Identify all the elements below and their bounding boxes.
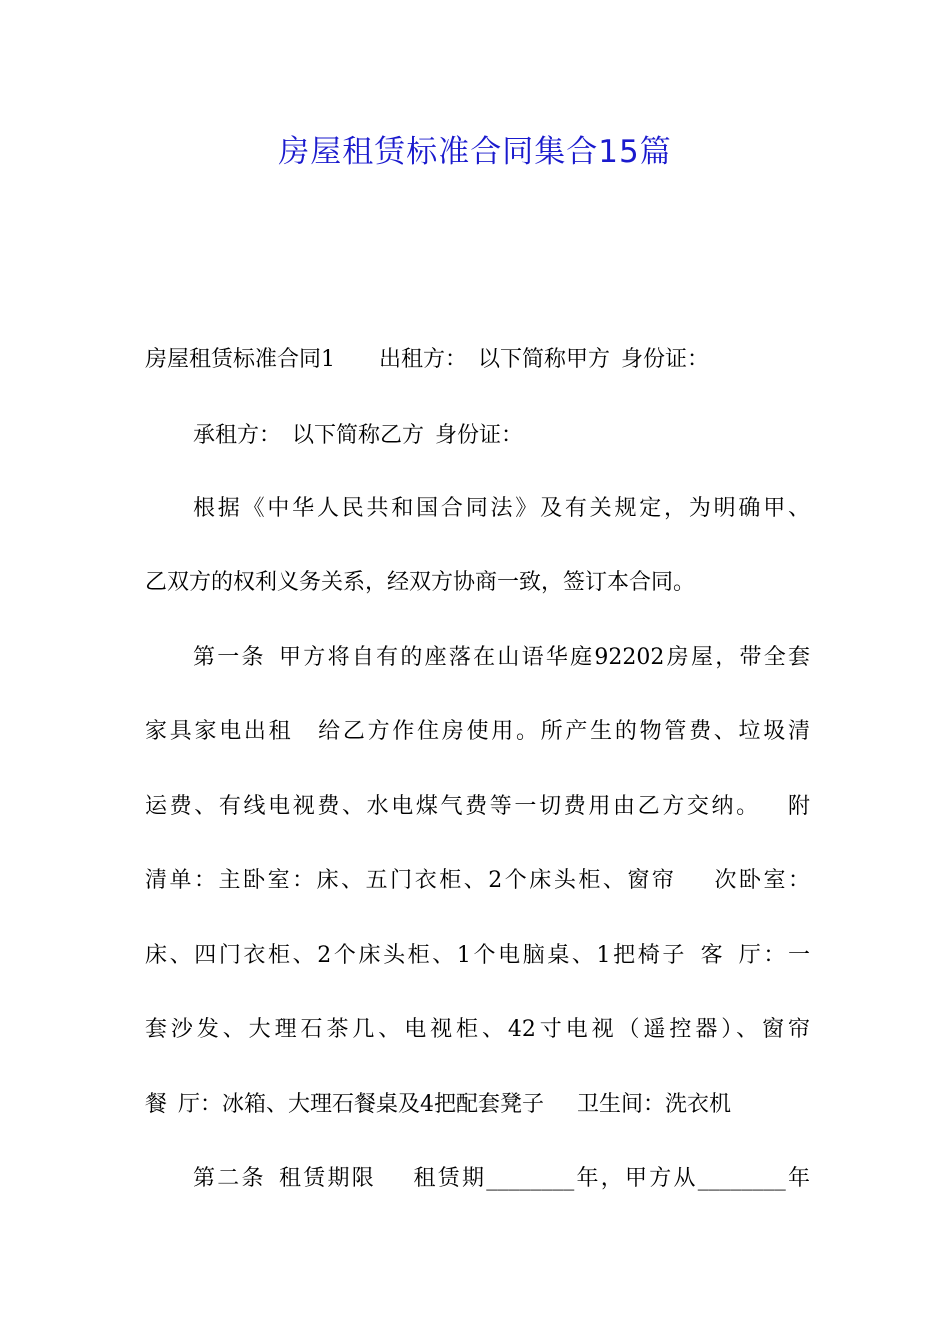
text-line-9: 床、四门衣柜、2个床头柜、1个电脑桌、1把椅子 客 厅：一 — [145, 943, 810, 968]
text-line-3: 根据《中华人民共和国合同法》及有关规定，为明确甲、 — [193, 496, 810, 521]
text-line-7: 运费、有线电视费、水电煤气费等一切费用由乙方交纳。 附 — [145, 794, 810, 819]
text-line-11: 餐 厅：冰箱、大理石餐桌及4把配套凳子 卫生间：洗衣机 — [145, 1092, 731, 1117]
text-line-12: 第二条 租赁期限 租赁期________年，甲方从________年 — [193, 1166, 810, 1191]
text-line-6: 家具家电出租 给乙方作住房使用。所产生的物管费、垃圾清 — [145, 719, 810, 744]
text-line-2: 承租方： 以下简称乙方 身份证： — [193, 423, 524, 448]
text-line-4: 乙双方的权利义务关系，经双方协商一致，签订本合同。 — [145, 570, 696, 595]
text-line-5: 第一条 甲方将自有的座落在山语华庭92202房屋，带全套 — [193, 645, 810, 670]
text-line-1: 房屋租赁标准合同1 出租方： 以下简称甲方 身份证： — [145, 347, 709, 372]
text-line-10: 套沙发、大理石茶几、电视柜、42寸电视（遥控器）、窗帘 — [145, 1017, 810, 1042]
document-title: 房屋租赁标准合同集合15篇 — [278, 134, 672, 170]
text-line-8: 清单：主卧室：床、五门衣柜、2个床头柜、窗帘 次卧室： — [145, 868, 810, 893]
